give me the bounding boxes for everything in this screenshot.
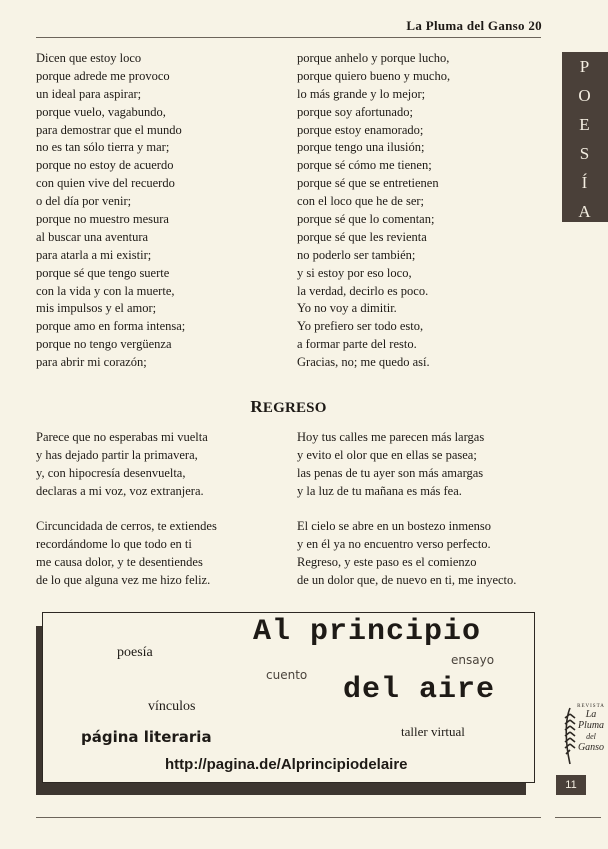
ad-word-poesia: poesía <box>117 645 153 660</box>
poem-line: para atarla a mi existir; <box>36 247 152 262</box>
poem-line: porque estoy enamorado; <box>297 122 424 137</box>
footer-rule-right <box>555 817 601 818</box>
logo-line: Ganso <box>577 742 605 753</box>
poem1-left-column <box>36 50 185 372</box>
ad-url-link[interactable]: http://pagina.de/Alprincipiodelaire <box>165 756 408 773</box>
poem-line: porque soy afortunado; <box>297 104 413 119</box>
ad-box <box>42 612 535 783</box>
poem-line: porque no estoy de acuerdo <box>36 158 174 173</box>
poem-line: Yo no voy a dimitir. <box>297 301 397 316</box>
poem2-left-column <box>36 429 217 590</box>
poem-line: Yo prefiero ser todo esto, <box>297 319 424 334</box>
section-tab-letter: E <box>579 115 591 134</box>
poem-line: y has dejado partir la primavera, <box>36 447 198 462</box>
poem-line: porque sé que les revienta <box>297 229 427 244</box>
poem-line: un ideal para aspirar; <box>36 86 142 101</box>
poem-line: y si estoy por eso loco, <box>297 265 412 280</box>
poem-line: mis impulsos y el amor; <box>36 301 157 316</box>
poem-line: porque quiero bueno y mucho, <box>297 68 451 83</box>
poem-line: para demostrar que el mundo <box>36 122 182 137</box>
poem2-title <box>36 397 541 417</box>
section-tab-letter: P <box>579 57 591 76</box>
poem-line: recordándome lo que todo en ti <box>36 537 192 552</box>
poem-line: porque anhelo y porque lucho, <box>297 51 450 65</box>
magazine-logo <box>561 700 607 774</box>
poem-line: y en él ya no encuentro verso perfecto. <box>297 537 491 552</box>
header-rule <box>36 37 541 38</box>
stanza-gap <box>297 501 516 519</box>
logo-small-text: REVISTA <box>577 704 605 709</box>
poem-line: la verdad, decirlo es poco. <box>297 283 429 298</box>
ad-word-ensayo: ensayo <box>451 653 495 667</box>
logo-line: Pluma <box>577 720 605 731</box>
logo-line: La <box>585 709 597 720</box>
poem-line: Circuncidada de cerros, te extiendes <box>36 519 217 534</box>
poem-line: porque amo en forma intensa; <box>36 319 186 334</box>
ad-word-vinculos: vínculos <box>148 699 196 714</box>
poem-line: con quien vive del recuerdo <box>36 176 175 191</box>
section-tab-letter: S <box>579 144 591 163</box>
poem-line: porque sé que lo comentan; <box>297 212 435 227</box>
poem-line: Dicen que estoy loco <box>36 51 142 65</box>
ad-banner <box>36 612 541 795</box>
poem-line: Gracias, no; me quedo así. <box>297 355 430 370</box>
ad-title-line1: Al principio <box>253 615 482 649</box>
poem-line: porque sé cómo me tienen; <box>297 158 432 173</box>
poem-line: no es tan sólo tierra y mar; <box>36 140 170 155</box>
poem-line: Regreso, y este paso es el comienzo <box>297 555 477 570</box>
poem-line: o del día por venir; <box>36 194 132 209</box>
ad-title-line2: del aire <box>343 673 496 707</box>
poem-line: con el loco que he de ser; <box>297 194 425 209</box>
poem-line: para abrir mi corazón; <box>36 355 147 370</box>
section-tab-letter: A <box>578 202 592 221</box>
poem-line: porque sé que se entretienen <box>297 176 439 191</box>
poem-line: lo más grande y lo mejor; <box>297 86 426 101</box>
ad-word-pagina-literaria: página literaria <box>81 728 212 746</box>
poem-line: no poderlo ser también; <box>297 247 416 262</box>
ad-word-taller-virtual: taller virtual <box>401 724 465 739</box>
poem-line: al buscar una aventura <box>36 229 149 244</box>
poem-line: porque sé que tengo suerte <box>36 265 170 280</box>
poem1-right-column <box>297 50 450 372</box>
poem-line: y, con hipocresía desenvuelta, <box>36 465 186 480</box>
poem-line: Hoy tus calles me parecen más largas <box>297 430 485 444</box>
section-tab-poesia <box>562 52 608 222</box>
poem-line: las penas de tu ayer son más amargas <box>297 465 484 480</box>
ad-word-cuento: cuento <box>266 668 308 682</box>
stanza-gap <box>36 501 217 519</box>
poem2-right-column <box>297 429 516 590</box>
poem-line: a formar parte del resto. <box>297 337 417 352</box>
poem-line: porque adrede me provoco <box>36 68 170 83</box>
poem2-title-initial: R <box>250 397 263 416</box>
poem-line: de lo que alguna vez me hizo feliz. <box>36 573 211 588</box>
poem2-title-rest: EGRESO <box>262 400 327 416</box>
poem-line: de un dolor que, de nuevo en ti, me inyecto. <box>297 573 517 588</box>
section-tab-letter: Í <box>581 173 589 192</box>
page-number: 11 <box>556 775 586 795</box>
poem-line: y evito el olor que en ellas se pasea; <box>297 447 477 462</box>
logo-line: del <box>586 732 596 741</box>
section-tab-letter: O <box>578 86 592 105</box>
poem-line: porque no muestro mesura <box>36 212 169 227</box>
poem-line: con la vida y con la muerte, <box>36 283 175 298</box>
poem-line: me causa dolor, y te desentiendes <box>36 555 203 570</box>
poem-line: y la luz de tu mañana es más fea. <box>297 483 462 498</box>
poem-line: Parece que no esperabas mi vuelta <box>36 430 208 444</box>
poem-line: El cielo se abre en un bostezo inmenso <box>297 519 492 534</box>
poem-line: declaras a mi voz, voz extranjera. <box>36 483 204 498</box>
header-title: La Pluma del Ganso 20 <box>406 18 542 33</box>
footer-rule <box>36 817 541 818</box>
poem-line: porque vuelo, vagabundo, <box>36 104 166 119</box>
poem-line: porque tengo una ilusión; <box>297 140 425 155</box>
poem-line: porque no tengo vergüenza <box>36 337 172 352</box>
